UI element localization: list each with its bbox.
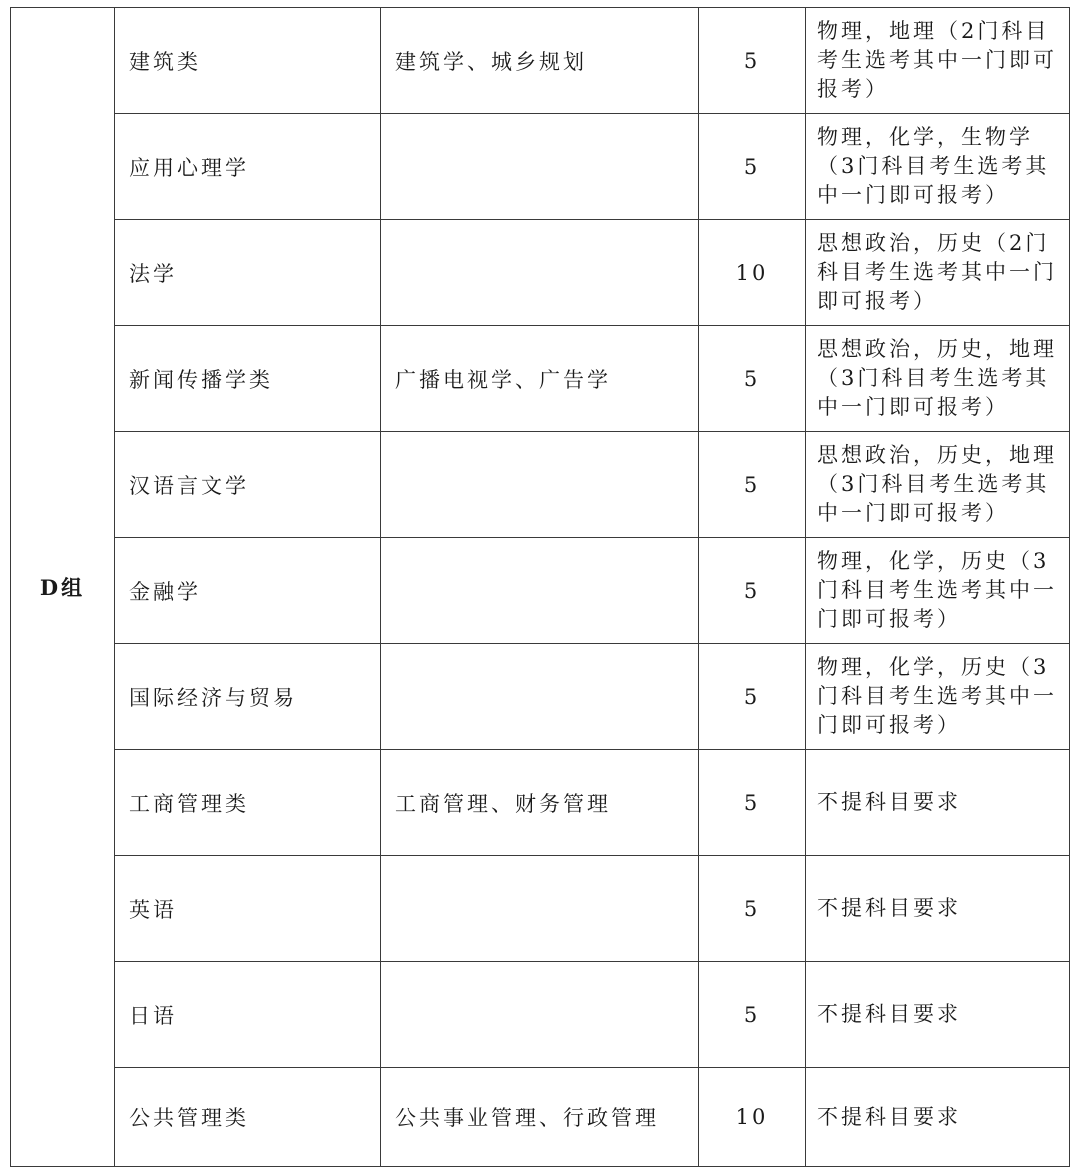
quota-cell: 10	[699, 220, 806, 326]
requirement-cell: 物理，地理（2门科目考生选考其中一门即可报考）	[806, 8, 1070, 114]
table-row	[11, 750, 1070, 856]
direction-cell: 工商管理、财务管理	[381, 750, 699, 856]
table-row	[11, 538, 1070, 644]
quota-cell: 10	[699, 1068, 806, 1167]
major-cell: 公共管理类	[115, 1068, 381, 1167]
major-cell: 应用心理学	[115, 114, 381, 220]
direction-cell: 公共事业管理、行政管理	[381, 1068, 699, 1167]
direction-cell: 建筑学、城乡规划	[381, 8, 699, 114]
quota-cell: 5	[699, 114, 806, 220]
table-row	[11, 326, 1070, 432]
table-row	[11, 856, 1070, 962]
table-row	[11, 220, 1070, 326]
direction-cell	[381, 644, 699, 750]
requirement-cell: 物理，化学，历史（3门科目考生选考其中一门即可报考）	[806, 644, 1070, 750]
major-cell: 英语	[115, 856, 381, 962]
table-row	[11, 962, 1070, 1068]
enrollment-table-body	[11, 8, 1070, 1167]
group-label: D组	[11, 8, 115, 1167]
major-cell: 法学	[115, 220, 381, 326]
table-row	[11, 644, 1070, 750]
table-row	[11, 8, 1070, 114]
direction-cell	[381, 538, 699, 644]
direction-cell	[381, 962, 699, 1068]
requirement-cell: 物理，化学，历史（3门科目考生选考其中一门即可报考）	[806, 538, 1070, 644]
requirement-cell: 不提科目要求	[806, 1068, 1070, 1167]
table-row	[11, 432, 1070, 538]
major-cell: 日语	[115, 962, 381, 1068]
direction-cell	[381, 220, 699, 326]
quota-cell: 5	[699, 856, 806, 962]
table-row	[11, 1068, 1070, 1167]
direction-cell: 广播电视学、广告学	[381, 326, 699, 432]
major-cell: 工商管理类	[115, 750, 381, 856]
major-cell: 国际经济与贸易	[115, 644, 381, 750]
requirement-cell: 思想政治，历史，地理（3门科目考生选考其中一门即可报考）	[806, 432, 1070, 538]
direction-cell	[381, 114, 699, 220]
requirement-cell: 不提科目要求	[806, 962, 1070, 1068]
major-cell: 金融学	[115, 538, 381, 644]
requirement-cell: 物理，化学，生物学（3门科目考生选考其中一门即可报考）	[806, 114, 1070, 220]
requirement-cell: 思想政治，历史，地理（3门科目考生选考其中一门即可报考）	[806, 326, 1070, 432]
quota-cell: 5	[699, 538, 806, 644]
enrollment-table	[10, 7, 1070, 1167]
quota-cell: 5	[699, 8, 806, 114]
requirement-cell: 不提科目要求	[806, 750, 1070, 856]
table-row	[11, 114, 1070, 220]
direction-cell	[381, 432, 699, 538]
requirement-cell: 不提科目要求	[806, 856, 1070, 962]
requirement-cell: 思想政治，历史（2门科目考生选考其中一门即可报考）	[806, 220, 1070, 326]
quota-cell: 5	[699, 750, 806, 856]
quota-cell: 5	[699, 644, 806, 750]
major-cell: 建筑类	[115, 8, 381, 114]
major-cell: 新闻传播学类	[115, 326, 381, 432]
quota-cell: 5	[699, 962, 806, 1068]
quota-cell: 5	[699, 326, 806, 432]
direction-cell	[381, 856, 699, 962]
major-cell: 汉语言文学	[115, 432, 381, 538]
quota-cell: 5	[699, 432, 806, 538]
